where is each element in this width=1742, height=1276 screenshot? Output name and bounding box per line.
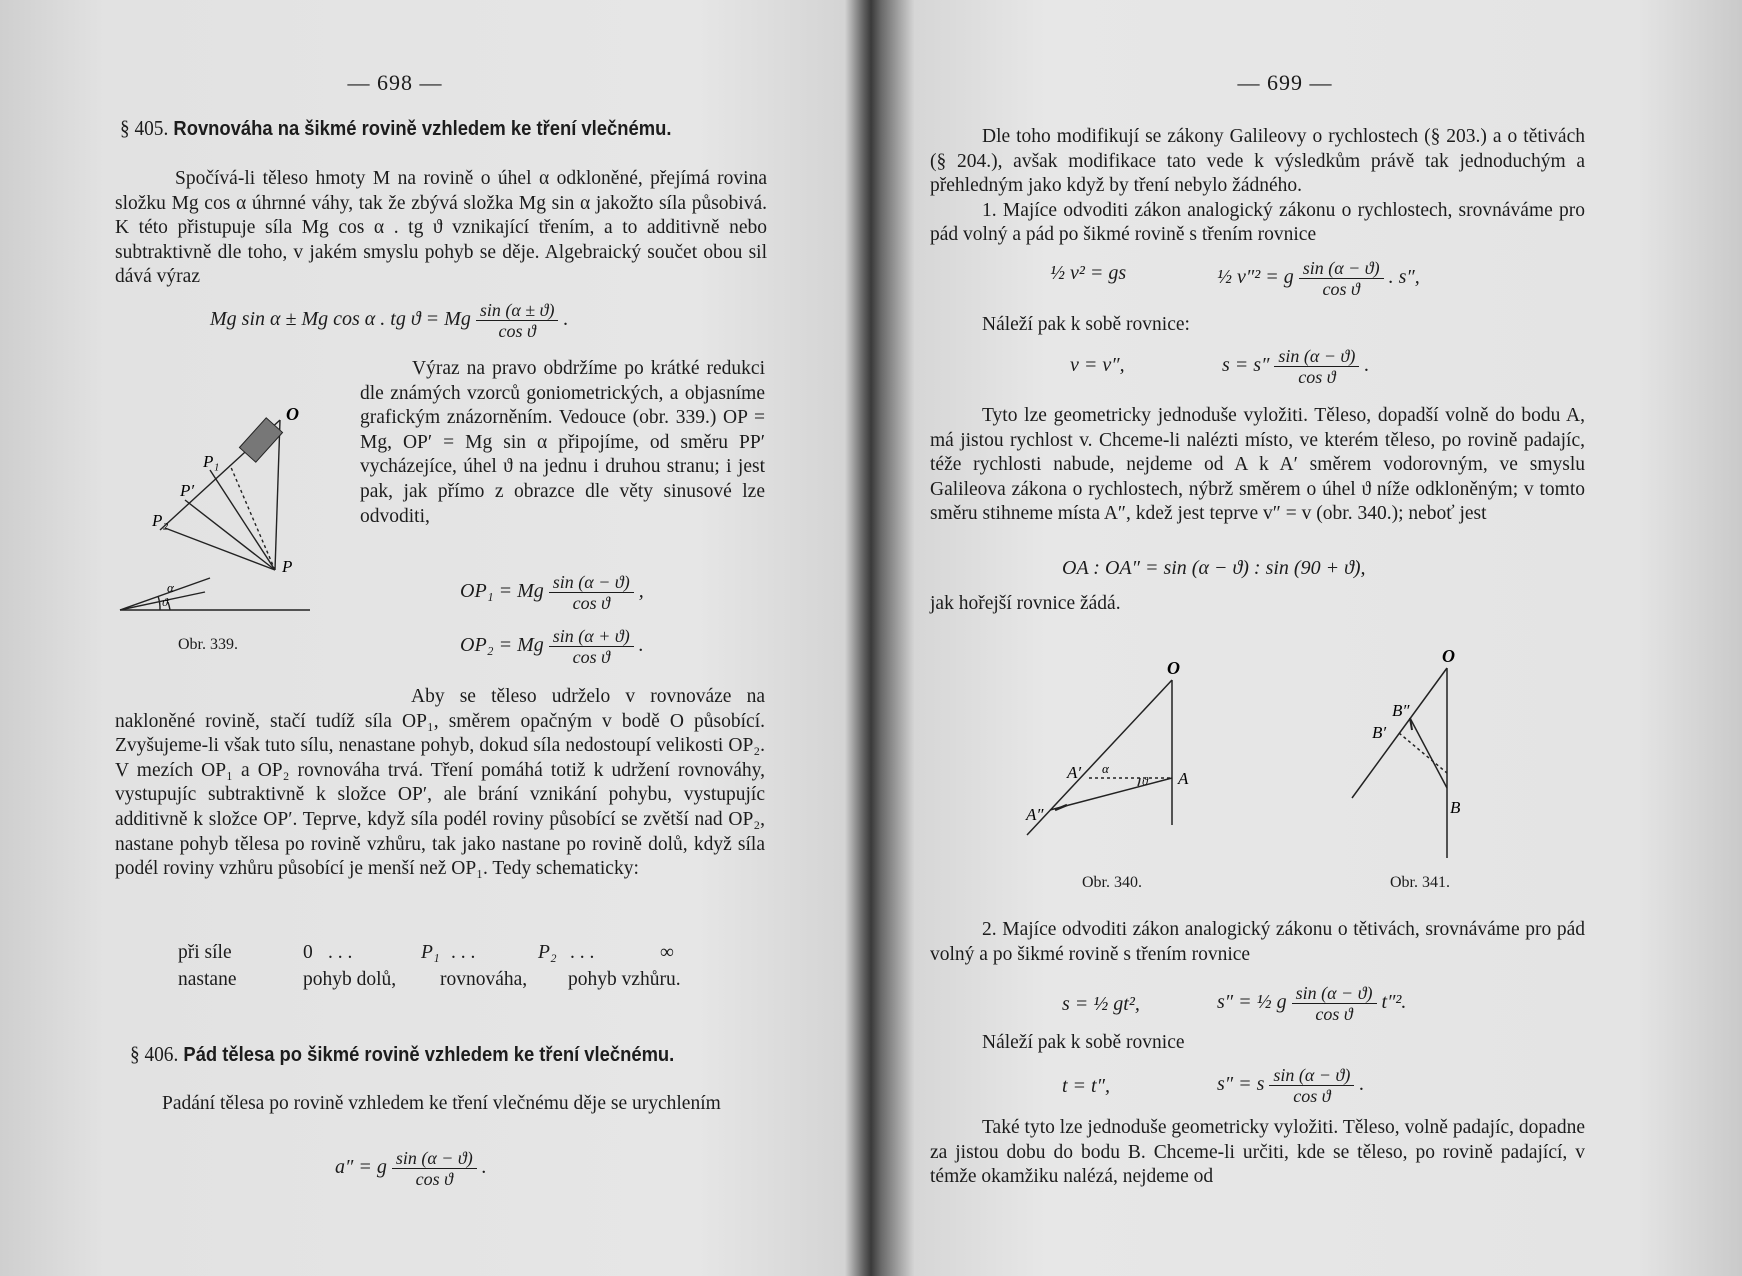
label-alpha: α [167, 580, 174, 595]
section-406-heading [130, 1042, 674, 1067]
equation: ½ v″² = g $\frac{\sin (\alpha - ϑ)}{\text{cos ϑ}}$ . s″, [1217, 258, 1420, 299]
paragraph: Tyto lze geometricky jednoduše vyložiti. Těleso, dopadší volně do bodu A, má jistou rychlost v. Chceme-li nalézti místo, ve kterém těleso, po rovině padajíc, téže rychlosti nabude, nejdeme od A k A′ směrem vodorovným, ve smyslu Galileova zákona o rychlostech, nýbrž směrem o úhel ϑ níže odkloněným; v tomto směru stihneme místa A″, kdež jest teprve v″ = v (obr. 340.); neboť jest [930, 405, 1585, 525]
label-aprime: A′ [1067, 763, 1082, 782]
label-p1: P₁ [203, 452, 220, 471]
figure-340 [1022, 660, 1222, 860]
line-pp [165, 528, 275, 570]
left-page [0, 0, 870, 1276]
line-b-bpp [1410, 718, 1447, 788]
label-p: P [282, 557, 293, 576]
alpha-arc [158, 596, 160, 610]
paragraph: Náleží pak k sobě rovnice: [982, 314, 1190, 335]
equation: ½ v² = gs [1050, 262, 1127, 284]
label-alpha: α [1102, 761, 1109, 776]
label-bdoubleprime: B″ [1392, 701, 1410, 720]
equation: OA : OA″ = sin (α − ϑ) : sin (90 + ϑ), [1062, 557, 1366, 579]
equation: s = s″ $\frac{\sin (\alpha - ϑ)}{\text{cos ϑ}}$ . [1222, 346, 1370, 387]
paragraph: Také tyto lze jednoduše geometricky vyložiti. Těleso, volně padajíc, dopadne za jistou dobu do bodu B. Chceme-li určiti, kde se těleso, po rovině padající, v témže okamžiku nalézá, nejdeme od [930, 1117, 1585, 1188]
aux-line [230, 465, 275, 570]
theta-arc [168, 602, 170, 610]
section-title: Pád tělesa po šikmé rovině vzhledem ke tření vlečnému. [183, 1044, 675, 1066]
line-pp1 [210, 470, 275, 570]
slope-line [1027, 680, 1172, 835]
label-b: B [1450, 798, 1461, 817]
figure-341 [1342, 648, 1482, 863]
equation: s″ = ½ g $\frac{\sin (\alpha - ϑ)}{\text{cos ϑ}}$ t″². [1217, 983, 1407, 1024]
equation: s = ½ gt², [1062, 993, 1140, 1015]
label-o: O [1442, 648, 1455, 666]
equation: s″ = s $\frac{\sin (\alpha - ϑ)}{\text{cos ϑ}}$ . [1217, 1065, 1365, 1106]
label-theta: ϑ [162, 595, 168, 609]
label-bprime: B′ [1372, 723, 1387, 742]
line-a-app [1050, 778, 1172, 810]
paragraph: 2. Majíce odvoditi zákon analogický zákonu o tětivách, srovnáváme pro pád volný a po šikmé rovině s třením rovnice [930, 919, 1585, 965]
figure-caption: Obr. 341. [1390, 874, 1450, 891]
label-o: O [286, 404, 299, 424]
equation: OP₁ = Mg $\frac{\sin (\alpha - ϑ)}{\text{cos ϑ}}$ , [460, 572, 644, 613]
section-number: § 406. [130, 1042, 179, 1066]
section-number: § 405. [120, 116, 169, 140]
section-title: Rovnováha na šikmé rovině vzhledem ke tření vlečnému. [173, 118, 672, 140]
right-page [872, 0, 1742, 1276]
page-number: — 699 — [1237, 70, 1333, 95]
label-theta: ϑ [1142, 774, 1148, 788]
line-pp2 [185, 500, 275, 570]
label-pprime: P′ [180, 481, 195, 500]
paragraph: Náleží pak k sobě rovnice [982, 1032, 1185, 1053]
figure-caption: Obr. 340. [1082, 874, 1142, 891]
equation: Mg sin α ± Mg cos α . tg ϑ = Mg $\frac{\sin (\alpha \pm ϑ)}{\text{cos ϑ}}$ . [210, 300, 569, 341]
paragraph: Aby se těleso udrželo v rovnováze na nakloněné rovině, stačí tudíž síla OP₁, směrem opačným v bodě O působící. Zvyšujeme-li však tuto sílu, nenastane pohyb, dokud síla nedostoupí velikosti OP₂. V mezích OP₁ a OP₂ rovnováha trvá. Tření pomáhá totiž k udržení rovnováhy, vystupujíc subtraktivně k složce OP′, ale brání vznikání pohybu, vystupujíc additivně k složce OP′. Teprve, když síla podél roviny působící se zvětší nad OP₂, nastane pohyb tělesa po rovině vzhůru, tak jako nastane po rovině dolů, když síla podél roviny vzhůru působící je menší než OP₁. Tedy schematicky: [115, 686, 765, 880]
equation: a″ = g $\frac{\sin (\alpha - ϑ)}{\text{cos ϑ}}$ . [335, 1148, 487, 1189]
paragraph: Výraz na pravo obdržíme po krátké redukci dle známých vzorců goniometrických, a objasníme grafickým znázorněním. Vedouce (obr. 339.) OP = Mg, OP′ = Mg sin α připojíme, od směru PP′ vycházejíce, úhel ϑ na jednu i druhou stranu; i jest pak, jak přímo z obrazce dle věty sinusové lze odvoditi, [360, 358, 765, 527]
equation: v = v″, [1070, 354, 1125, 376]
paragraph: jak hořejší rovnice žádá. [930, 593, 1121, 614]
section-405-heading [120, 116, 671, 141]
page-number: — 698 — [347, 70, 443, 95]
figure-caption: Obr. 339. [178, 636, 238, 653]
dashed-line [1399, 733, 1447, 773]
label-a: A [1178, 769, 1189, 788]
paragraph: Spočívá-li těleso hmoty M na rovině o úhel α odkloněné, přejímá rovina složku Mg cos α úhrnné váhy, tak že zbývá složka Mg sin α jakožto síla působivá. K této přistupuje síla Mg cos α . tg ϑ vznikající třením, a to additivně nebo subtraktivně dle toho, v jakém smyslu pohyb se děje. Algebraický součet obou sil dává výraz [115, 168, 767, 288]
label-p2: P₂ [152, 511, 169, 530]
figure-339 [110, 380, 330, 640]
paragraph: Dle toho modifikují se zákony Galileovy o rychlostech (§ 203.) a o tětivách (§ 204.), avšak modifikace tato vede k výsledkům právě tak jednoduchým a přehledným jako když by tření nebylo žádného. 1. Majíce odvoditi zákon analogický zákonu o rychlostech, srovnáváme pro pád volný a pád po šikmé rovině s třením rovnice [930, 126, 1585, 246]
equation: OP₂ = Mg $\frac{\sin (\alpha + ϑ)}{\text{cos ϑ}}$ . [460, 626, 644, 667]
schema-table: při síle 0 . . . P₁ . . . P₂ . . . ∞ nastane pohyb dolů, rovnováha, pohyb vzhůru. [178, 942, 681, 990]
paragraph: Padání tělesa po rovině vzhledem ke tření vlečnému děje se urychlením [162, 1093, 721, 1114]
label-adoubleprime: A″ [1026, 805, 1044, 824]
label-o: O [1167, 660, 1180, 678]
theta-arc [1138, 778, 1140, 786]
equation: t = t″, [1062, 1075, 1110, 1097]
force-op [275, 420, 280, 570]
